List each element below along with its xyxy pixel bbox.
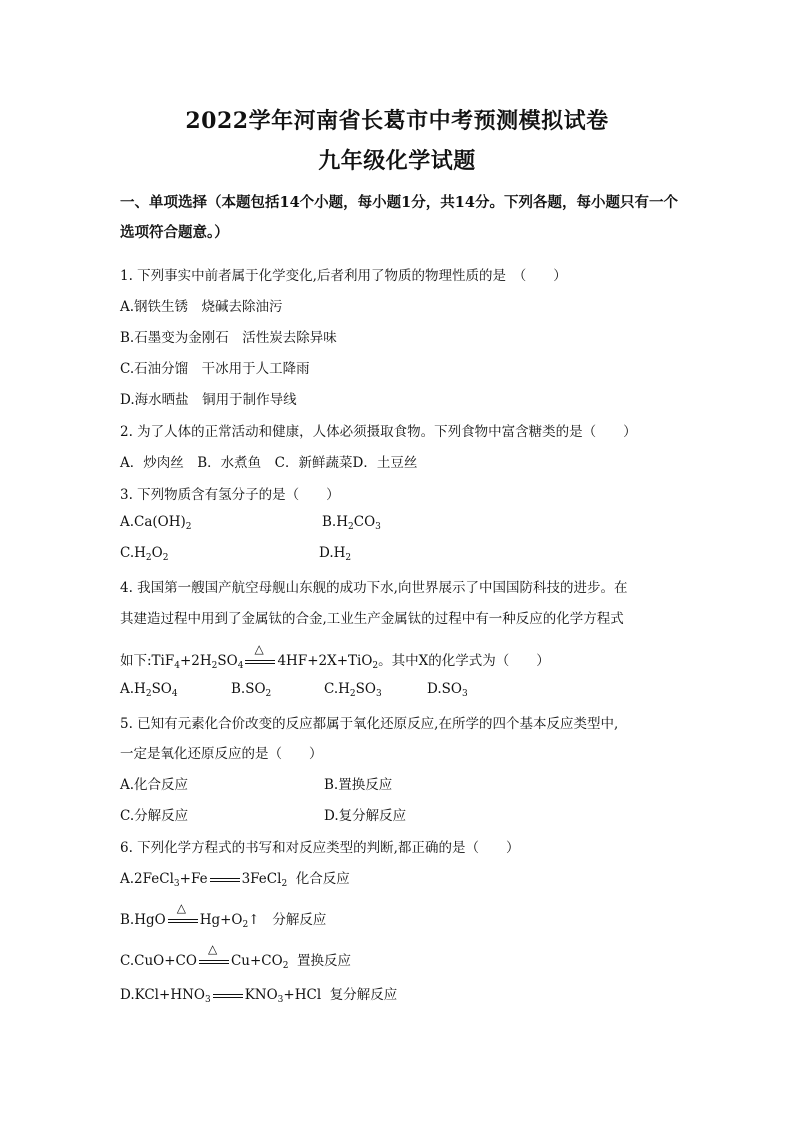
q1-option-a: A.钢铁生锈 烧碱去除油污 — [120, 299, 283, 315]
q6-option-c: C.CuO+CO △ $Cu+CO_2$ 置换反应 — [120, 941, 352, 971]
heat-equals-sign — [168, 900, 198, 926]
q3-option-c: $C.H_2O_2$ — [120, 545, 169, 563]
q3-stem: 3. 下列物质含有氢分子的是（ ） — [120, 487, 340, 503]
exam-title: 2022学年河南省长葛市中考预测模拟试卷 — [185, 108, 609, 134]
q4-stem-line1: 4. 我国第一艘国产航空母舰山东舰的成功下水,向世界展示了中国国防科技的进步。在 — [120, 580, 628, 596]
q3-option-b: $B.H_2CO_3$ — [322, 514, 381, 532]
heat-equals-sign — [199, 941, 229, 967]
q5-stem-line1: 5. 已知有元素化合价改变的反应都属于氧化还原反应,在所学的四个基本反应类型中, — [120, 716, 619, 732]
q5-stem-line2: 一定是氧化还原反应的是（ ） — [120, 746, 323, 762]
heat-triangle-icon: △ — [176, 900, 186, 915]
heat-triangle-icon: △ — [254, 641, 264, 656]
q1-option-c: C.石油分馏 干冰用于人工降雨 — [120, 361, 310, 377]
q4-option-c: $C.H_2SO_3$ — [324, 681, 382, 699]
section-heading: 一、单项选择（本题包括14个小题，每小题1分，共14分。下列各题，每小题只有一个选项符合题意。） — [120, 194, 678, 241]
q4-option-d: $D.SO_3$ — [427, 681, 468, 699]
equals-sign — [210, 875, 240, 885]
exam-subtitle: 九年级化学试题 — [318, 148, 476, 174]
gas-arrow-icon: ↑ — [248, 912, 260, 928]
q6-stem: 6. 下列化学方程式的书写和对反应类型的判断,都正确的是（ ） — [120, 840, 520, 856]
heat-triangle-icon: △ — [207, 941, 218, 956]
q4-option-b: $B.SO_2$ — [231, 681, 272, 699]
q3-option-d: $D.H_2$ — [319, 545, 352, 563]
heat-equals-sign — [245, 641, 275, 667]
q1-option-d: D.海水晒盐 铜用于制作导线 — [120, 392, 297, 408]
q4-option-a: $A.H_2SO_4$ — [120, 681, 178, 699]
q6-option-d: $D.KCl+HNO_3$ $KNO_3+HCl$ 复分解反应 — [120, 987, 398, 1005]
q4-stem-line2: 其建造过程中用到了金属钛的合金,工业生产金属钛的过程中有一种反应的化学方程式 — [120, 611, 624, 627]
q4-equation: 如下$:TiF_4+2H_2SO_4$ △ 4HF+2X+TiO$_2$。其中X的化学式为（ ） — [120, 641, 550, 671]
q5-option-c: C.分解反应 — [120, 808, 189, 824]
q1-option-b: B.石墨变为金刚石 活性炭去除异味 — [120, 330, 337, 346]
q5-option-a: A.化合反应 — [120, 777, 189, 793]
q2-options: A．炒肉丝 B．水煮鱼 C．新鲜蔬菜D．土豆丝 — [120, 455, 418, 471]
q6-option-b: B.HgO △ $Hg+O_2↑$ 分解反应 — [120, 900, 327, 930]
q6-option-a: A.2FeCl$_3$+Fe 3FeCl$_2$ 化合反应 — [120, 871, 350, 889]
q2-stem: 2. 为了人体的正常活动和健康，人体必须摄取食物。下列食物中富含糖类的是（ ） — [120, 424, 637, 440]
q3-option-a: $A.Ca(OH)_2$ — [120, 514, 192, 532]
equals-sign — [213, 991, 243, 1001]
q1-stem: 1. 下列事实中前者属于化学变化,后者利用了物质的物理性质的是 （ ） — [120, 268, 567, 284]
q5-option-b: B.置换反应 — [324, 777, 393, 793]
q5-option-d: D.复分解反应 — [324, 808, 407, 824]
